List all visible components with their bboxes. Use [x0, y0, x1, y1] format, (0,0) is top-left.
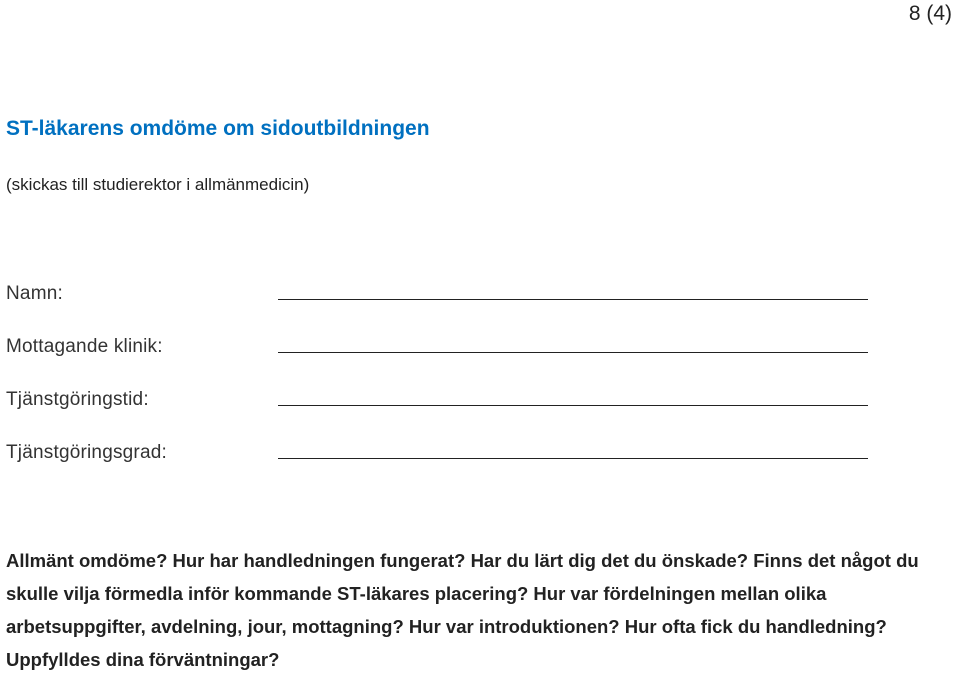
service-time-input-line[interactable] — [278, 405, 868, 406]
service-time-field — [6, 389, 876, 419]
service-time-label: Tjänstgöringstid: — [6, 389, 149, 410]
receiving-clinic-label: Mottagande klinik: — [6, 336, 163, 357]
document-title: ST-läkarens omdöme om sidoutbildningen — [6, 117, 430, 140]
name-field — [6, 283, 876, 313]
service-degree-input-line[interactable] — [278, 458, 868, 459]
service-degree-label: Tjänstgöringsgrad: — [6, 442, 167, 463]
service-degree-field — [6, 442, 876, 472]
name-label: Namn: — [6, 283, 63, 304]
document-subtitle: (skickas till studierektor i allmänmedicin) — [6, 175, 310, 194]
receiving-clinic-input-line[interactable] — [278, 352, 868, 353]
receiving-clinic-field — [6, 336, 876, 366]
page-number: 8 (4) — [908, 2, 952, 25]
evaluation-questions: Allmänt omdöme? Hur har handledningen fungerat? Har du lärt dig det du önskade? Finns det något du skulle vilja förmedla inför kommande ST-läkares placering? Hur var fördelningen mellan olika arbetsuppgifter, avdelning, jour, mottagning? Hur var introduktionen? Hur ofta fick du handledning? Uppfylldes dina förväntningar? — [6, 550, 919, 670]
name-input-line[interactable] — [278, 299, 868, 300]
